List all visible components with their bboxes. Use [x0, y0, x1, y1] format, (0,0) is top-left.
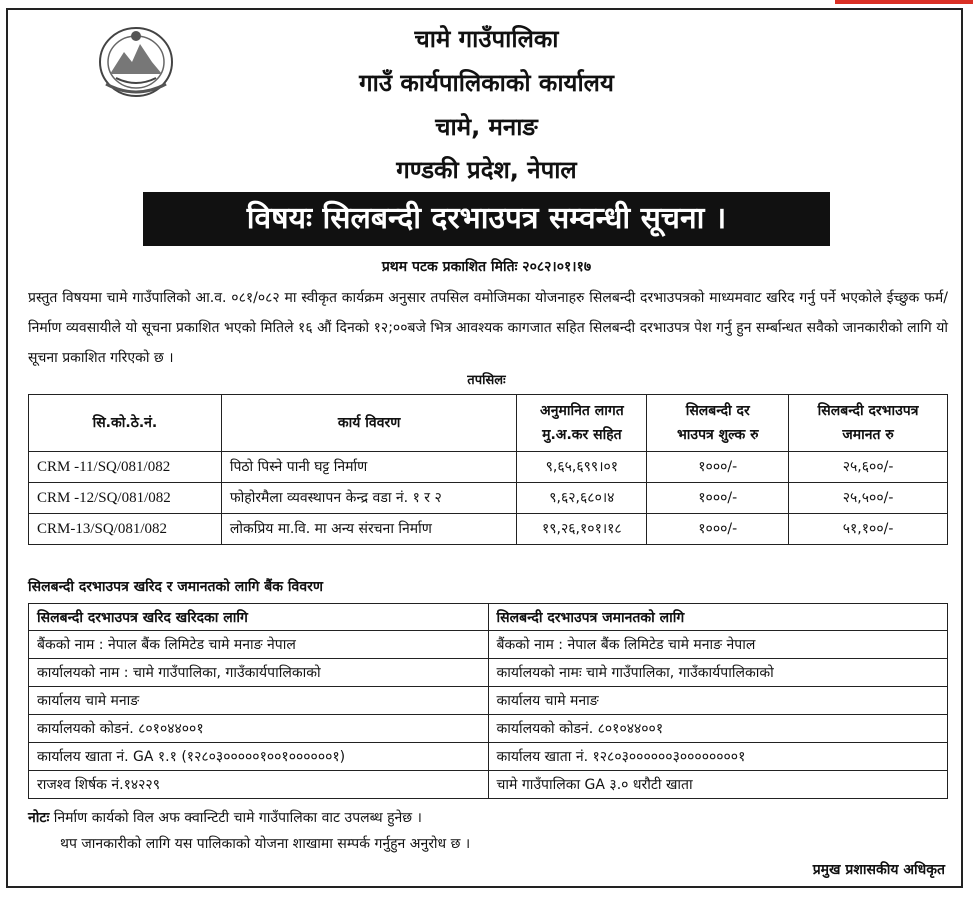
- col-cost-header: अनुमानित लागत मु.अ.कर सहित: [517, 395, 647, 452]
- row-fee: १०००/-: [647, 452, 789, 483]
- tender-table: [28, 394, 948, 545]
- table-row: [29, 483, 948, 514]
- bank-left-cell: कार्यालय खाता नं. GA १.१ (१२८०३०००००१००१००००००१): [29, 743, 489, 771]
- bank-left-cell: कार्यालय चामे मनाङ: [29, 687, 489, 715]
- note-label: नोटः: [28, 810, 50, 826]
- note-text: निर्माण कार्यको विल अफ क्वान्टिटी चामे गाउँपालिका वाट उपलब्ध हुनेछ ।: [53, 810, 422, 826]
- intro-paragraph: प्रस्तुत विषयमा चामे गाउँपालिको आ.व. ०८१/०८२ मा स्वीकृत कार्यक्रम अनुसार तपसिल वमोजिमका योजनाहरु सिलबन्दी दरभाउपत्रको माध्यमवाट खरिद गर्नु पर्ने भएकोले ईच्छुक फर्म/निर्माण व्यवसायीले यो सूचना प्रकाशित भएको मितिले १६ औं दिनको १२;००बजे भित्र आवश्यक कागजात सहित सिलबन्दी दरभाउपत्र पेश गर्नु हुन सर्म्बान्धत सवैको जानकारीको लागि यो सूचना प्रकाशित गरिएको छ ।: [28, 290, 948, 366]
- row-security: ५१,१००/-: [789, 514, 948, 545]
- top-accent-bar: [835, 0, 973, 4]
- col-fee-header: सिलबन्दी दर भाउपत्र शुल्क रु: [647, 395, 789, 452]
- row-desc: पिठो पिस्ने पानी घट्ट निर्माण: [221, 452, 517, 483]
- publish-date: प्रथम पटक प्रकाशित मितिः २०८२।०१।१७: [381, 259, 592, 275]
- col-security-header: सिलबन्दी दरभाउपत्र जमानत रु: [789, 395, 948, 452]
- row-code: CRM-13/SQ/081/082: [29, 514, 222, 545]
- bank-right-cell: चामे गाउँपालिका GA ३.० धरौटी खाता: [488, 771, 948, 799]
- bank-row: [29, 631, 948, 659]
- table-row: [29, 452, 948, 483]
- bank-details-title: सिलबन्दी दरभाउपत्र खरिद र जमानतको लागि बैंक विवरण: [28, 579, 323, 595]
- row-security: २५,५००/-: [789, 483, 948, 514]
- row-security: २५,६००/-: [789, 452, 948, 483]
- bank-right-cell: कार्यालय चामे मनाङ: [488, 687, 948, 715]
- bank-left-cell: राजश्व शिर्षक नं.१४२२९: [29, 771, 489, 799]
- bank-row: [29, 659, 948, 687]
- row-code: CRM -11/SQ/081/082: [29, 452, 222, 483]
- bank-left-cell: बैंकको नाम : नेपाल बैंक लिमिटेड चामे मनाङ नेपाल: [29, 631, 489, 659]
- note: [28, 808, 422, 827]
- note-contact: थप जानकारीको लागि यस पालिकाको योजना शाखामा सम्पर्क गर्नुहुन अनुरोध छ ।: [60, 836, 471, 852]
- row-fee: १०००/-: [647, 514, 789, 545]
- row-cost: ९,६५,६९९।०१: [517, 452, 647, 483]
- row-cost: १९,२६,१०१।१८: [517, 514, 647, 545]
- bank-row: [29, 687, 948, 715]
- bank-right-cell: कार्यालयको नामः चामे गाउँपालिका, गाउँकार्यपालिकाको: [488, 659, 948, 687]
- col-desc-header: कार्य विवरण: [221, 395, 517, 452]
- bank-security-header: सिलबन्दी दरभाउपत्र जमानतको लागि: [488, 604, 948, 631]
- bank-right-cell: कार्यालय खाता नं. १२८०३००००००३००००००००१: [488, 743, 948, 771]
- bank-right-cell: कार्यालयको कोडनं. ८०१०४४००१: [488, 715, 948, 743]
- org-name: चामे गाउँपालिका: [414, 25, 559, 53]
- bank-header-row: [29, 604, 948, 631]
- signatory-title: प्रमुख प्रशासकीय अधिकृत: [812, 862, 945, 878]
- bank-purchase-header: सिलबन्दी दरभाउपत्र खरिद खरिदका लागि: [29, 604, 489, 631]
- details-heading: तपसिलः: [467, 373, 506, 388]
- office-location: चामे, मनाङ: [435, 113, 538, 141]
- bank-row: [29, 743, 948, 771]
- bank-right-cell: बैंकको नाम : नेपाल बैंक लिमिटेड चामे मनाङ नेपाल: [488, 631, 948, 659]
- row-desc: लोकप्रिय मा.वि. मा अन्य संरचना निर्माण: [221, 514, 517, 545]
- table-row: [29, 514, 948, 545]
- row-cost: ९,६२,६८०।४: [517, 483, 647, 514]
- province-name: गण्डकी प्रदेश, नेपाल: [396, 156, 577, 184]
- notice-subject: विषयः सिलबन्दी दरभाउपत्र सम्वन्धी सूचना ।: [143, 192, 830, 246]
- bank-left-cell: कार्यालयको नाम : चामे गाउँपालिका, गाउँकार्यपालिकाको: [29, 659, 489, 687]
- col-code-header: सि.को.ठे.नं.: [29, 395, 222, 452]
- office-name: गाउँ कार्यपालिकाको कार्यालय: [359, 69, 614, 97]
- bank-details-table: [28, 603, 948, 799]
- bank-left-cell: कार्यालयको कोडनं. ८०१०४४००१: [29, 715, 489, 743]
- bank-row: [29, 715, 948, 743]
- row-code: CRM -12/SQ/081/082: [29, 483, 222, 514]
- table-header-row: [29, 395, 948, 452]
- row-desc: फोहोरमैला व्यवस्थापन केन्द्र वडा नं. १ र २: [221, 483, 517, 514]
- row-fee: १०००/-: [647, 483, 789, 514]
- bank-row: [29, 771, 948, 799]
